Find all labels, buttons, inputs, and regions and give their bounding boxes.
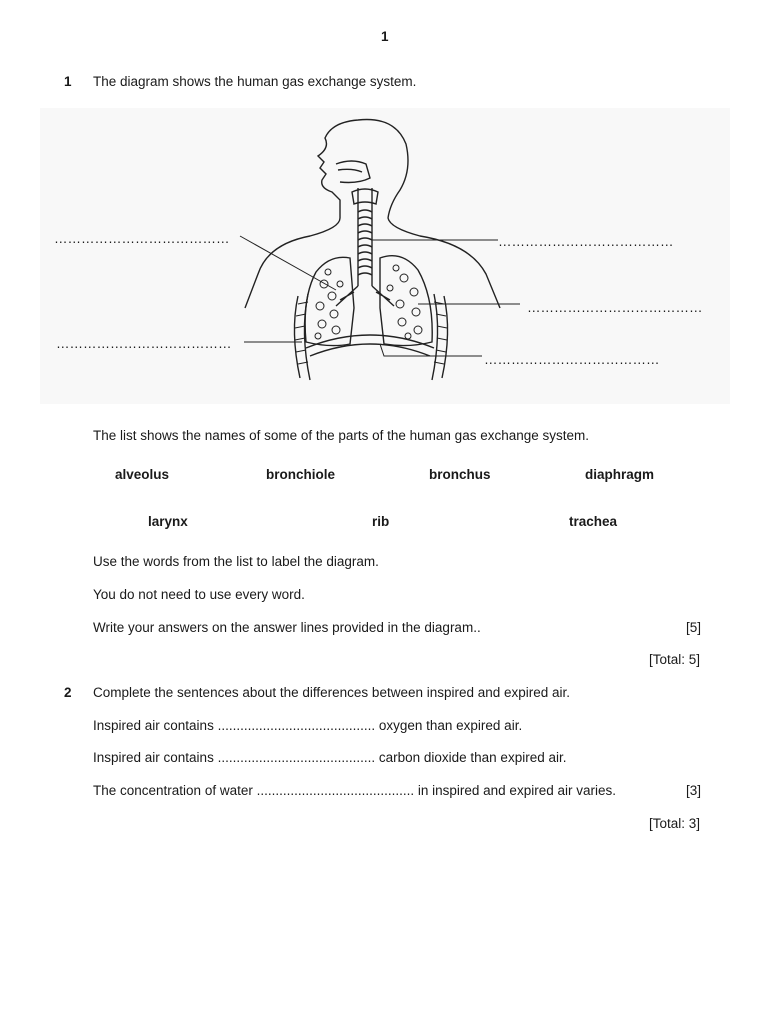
word-alveolus: alveolus [115, 467, 170, 482]
nasal-cavity [336, 161, 370, 183]
answer-line[interactable]: ………………………………… [56, 336, 232, 351]
question-2-number: 2 [64, 685, 72, 700]
question-1-intro: The diagram shows the human gas exchange system. [93, 74, 417, 89]
marks-q1: [5] [686, 620, 702, 635]
instruction-2: You do not need to use every word. [93, 587, 305, 602]
ribs-right [432, 294, 448, 380]
word-trachea: trachea [569, 514, 618, 529]
total-q2: [Total: 3] [649, 816, 701, 831]
word-rib: rib [372, 514, 390, 529]
page-number: 1 [381, 29, 389, 44]
answer-line[interactable]: ………………………………… [54, 231, 230, 246]
sentence-2[interactable]: Inspired air contains .......................................... carbon dioxide than expired air. [93, 750, 567, 765]
larynx [352, 189, 378, 204]
trachea-rings [358, 210, 372, 275]
instruction-1: Use the words from the list to label the diagram. [93, 554, 379, 569]
ribs-left [294, 294, 310, 380]
word-bronchiole: bronchiole [266, 467, 336, 482]
question-1-number: 1 [64, 74, 72, 89]
list-intro: The list shows the names of some of the parts of the human gas exchange system. [93, 428, 590, 443]
marks-q2: [3] [686, 783, 702, 798]
instruction-3: Write your answers on the answer lines provided in the diagram.. [93, 620, 481, 635]
lung-left [305, 257, 354, 345]
bronchi [336, 286, 394, 306]
head-outline [318, 120, 408, 219]
word-bronchus: bronchus [429, 467, 491, 482]
sentence-3[interactable]: The concentration of water .......................................... in inspired and expired air varies. [93, 783, 616, 798]
answer-line[interactable]: ………………………………… [498, 234, 674, 249]
total-q1: [Total: 5] [649, 652, 701, 667]
alveoli-clusters [315, 265, 422, 339]
answer-line[interactable]: ………………………………… [527, 300, 703, 315]
word-larynx: larynx [148, 514, 188, 529]
sentence-1[interactable]: Inspired air contains .......................................... oxygen than expired air. [93, 718, 523, 733]
answer-line[interactable]: ………………………………… [484, 352, 660, 367]
question-2-intro: Complete the sentences about the differences between inspired and expired air. [93, 685, 571, 700]
word-diaphragm: diaphragm [585, 467, 655, 482]
